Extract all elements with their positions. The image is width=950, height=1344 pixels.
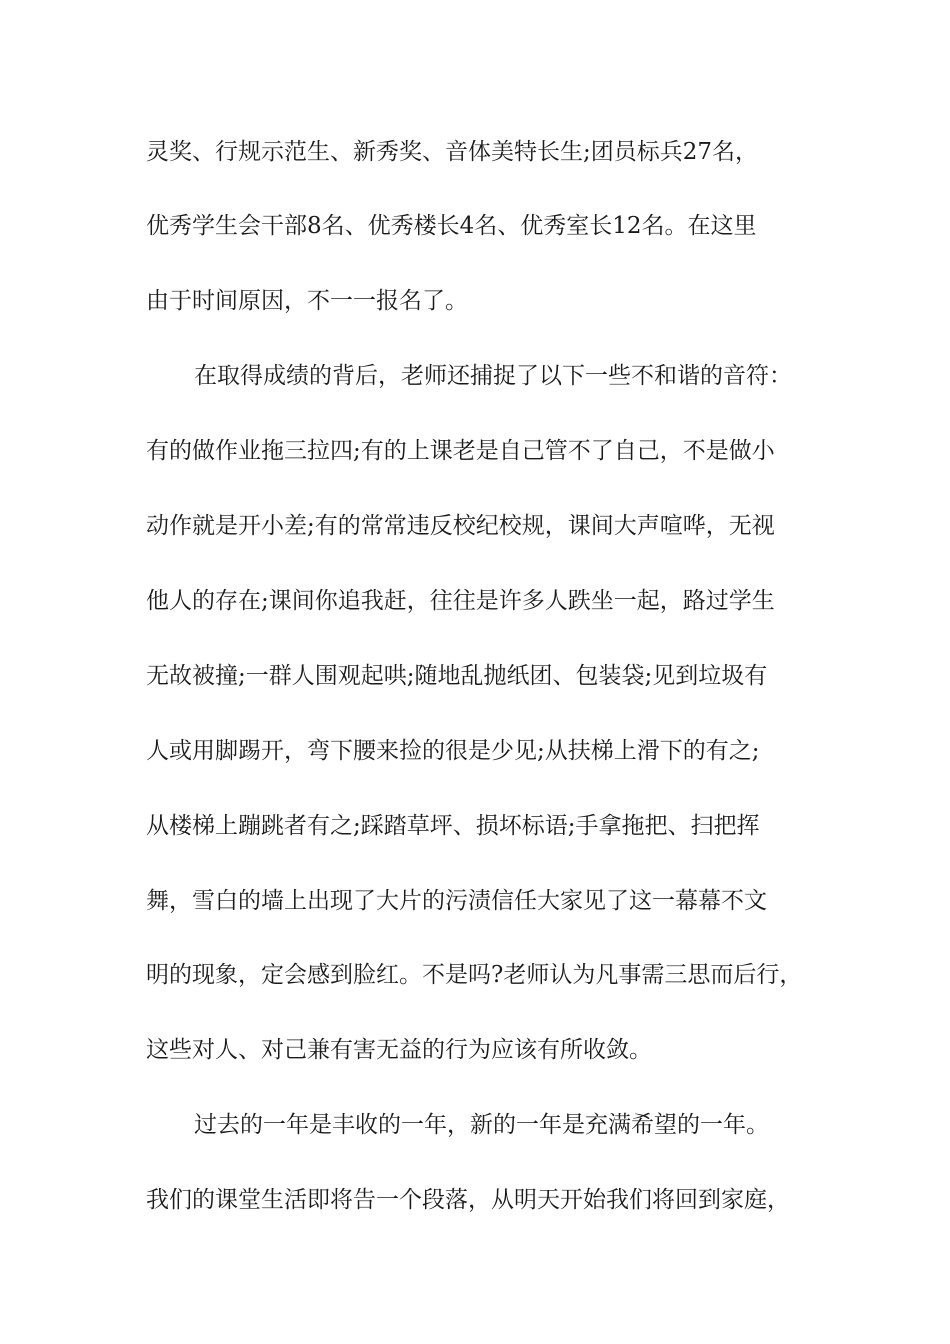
text-line: 人或用脚踢开，弯下腰来捡的很是少见;从扶梯上滑下的有之; (146, 738, 760, 764)
text-line: 动作就是开小差;有的常常违反校纪校规，课间大声喧哗，无视 (146, 513, 775, 539)
text-line: 他人的存在;课间你追我赶，往往是许多人跌坐一起，路过学生 (146, 588, 775, 614)
text-line: 舞，雪白的墙上出现了大片的污渍信任大家见了这一幕幕不文 (146, 888, 767, 914)
text-line: 灵奖、行规示范生、新秀奖、音体美特长生;团员标兵27名， (146, 139, 759, 165)
text-line: 这些对人、对己兼有害无益的行为应该有所收敛。 (146, 1037, 652, 1063)
text-line: 从楼梯上蹦跳者有之;踩踏草坪、损坏标语;手拿拖把、扫把挥 (146, 813, 760, 839)
paragraph-start-line: 过去的一年是丰收的一年，新的一年是充满希望的一年。 (194, 1112, 769, 1138)
text-line: 有的做作业拖三拉四;有的上课老是自己管不了自己，不是做小 (146, 438, 775, 464)
text-line: 由于时间原因，不一一报名了。 (146, 288, 468, 314)
text-line: 无故被撞;一群人围观起哄;随地乱抛纸团、包装袋;见到垃圾有 (146, 663, 768, 689)
text-line: 明的现象，定会感到脸红。不是吗?老师认为凡事需三思而后行， (146, 962, 803, 988)
paragraph-start-line: 在取得成绩的背后，老师还捕捉了以下一些不和谐的音符： (194, 363, 792, 389)
text-line: 我们的课堂生活即将告一个段落，从明天开始我们将回到家庭， (146, 1187, 790, 1213)
text-line: 优秀学生会干部8名、优秀楼长4名、优秀室长12名。在这里 (146, 213, 757, 239)
